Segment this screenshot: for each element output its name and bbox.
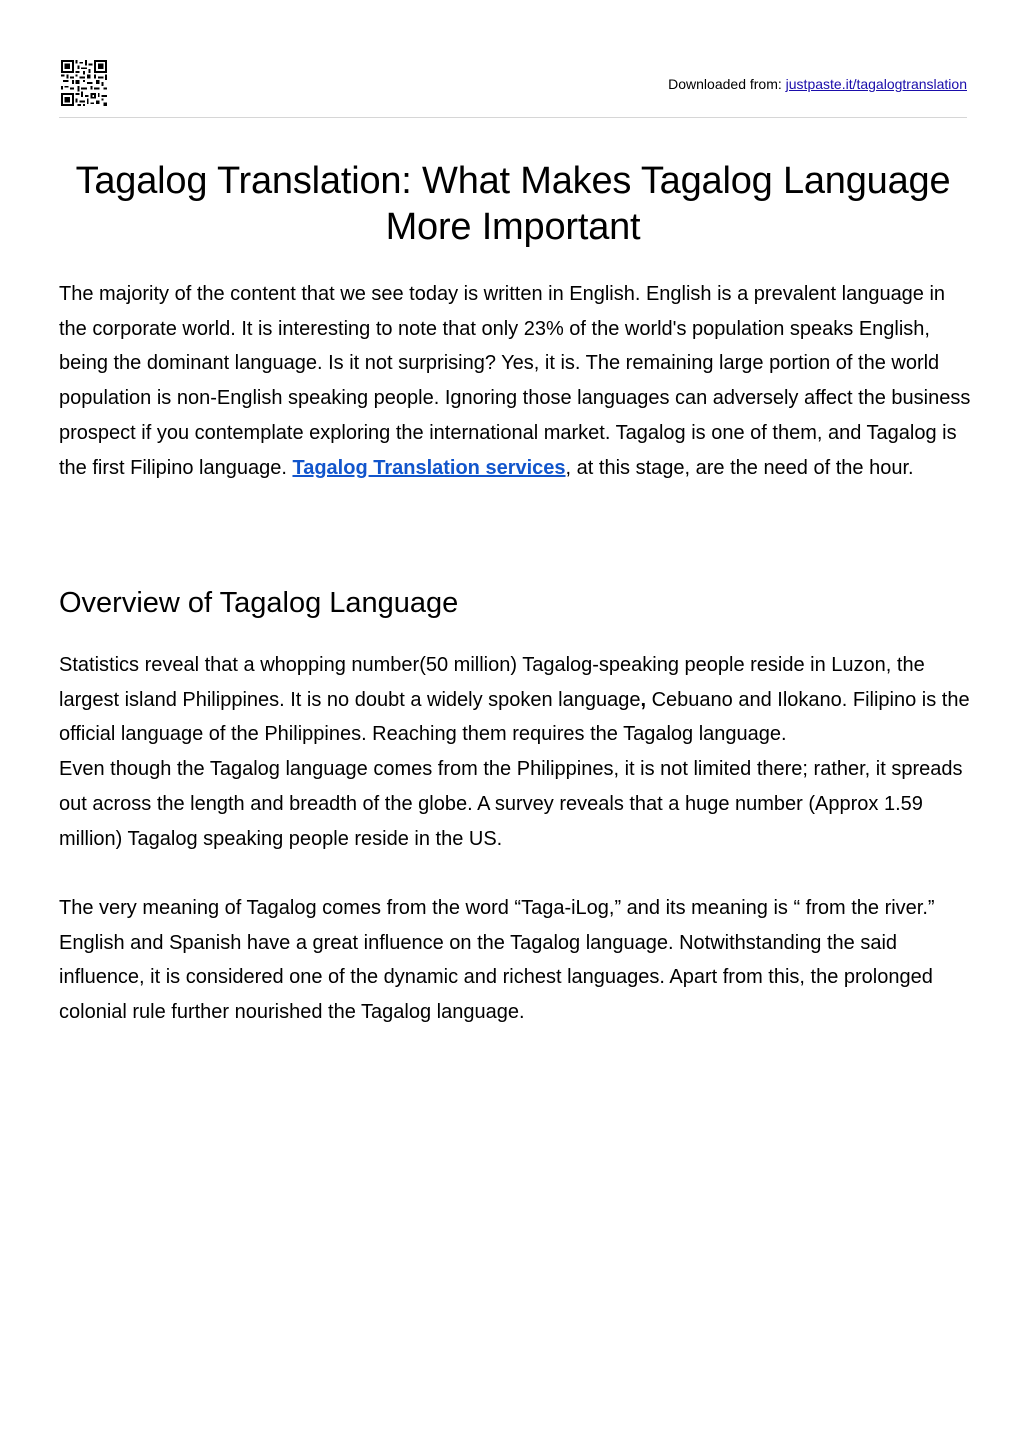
paragraph-spacer — [59, 856, 971, 891]
intro-text-end: , at this stage, are the need of the hour. — [565, 456, 914, 479]
intro-section — [59, 277, 971, 485]
download-source — [668, 75, 967, 93]
intro-paragraph — [59, 277, 971, 485]
overview-paragraph-1-text-a: Statistics reveal that a whopping number(50 million) Tagalog-speaking people reside in Luzon, the largest island Philippines. It is no doubt a widely spoken language — [59, 654, 925, 711]
overview-paragraph-1-comma: , — [640, 688, 647, 711]
downloaded-from-label: Downloaded from: — [668, 76, 786, 92]
document-page — [59, 0, 971, 1024]
page-header — [59, 0, 967, 118]
section-heading: Overview of Tagalog Language — [59, 587, 459, 619]
overview-paragraph-3: The very meaning of Tagalog comes from the word “Taga-iLog,” and its meaning is “ from the river.” English and Spanish have a great influence on the Tagalog language. Notwithstanding the said influence, it is considered one of the dynamic and richest languages. Apart from this, the prolonged colonial rule further nourished the Tagalog language. — [59, 896, 935, 1024]
overview-paragraph-1 — [59, 648, 971, 752]
qr-code-icon — [61, 60, 107, 106]
tagalog-translation-services-link[interactable]: Tagalog Translation services — [292, 456, 566, 479]
intro-text: The majority of the content that we see today is written in English. English is a prevalent language in the corporate world. It is interesting to note that only 23% of the world's population speaks English, being the dominant language. Is it not surprising? Yes, it is. The remaining large portion of the world population is non-English speaking people. Ignoring those languages can adversely affect the business prospect if you contemplate exploring the international market. Tagalog is one of them, and Tagalog is the first Filipino language. — [59, 283, 971, 479]
overview-paragraph-2: Even though the Tagalog language comes from the Philippines, it is not limited there; rather, it spreads out across the length and breadth of the globe. A survey reveals that a huge number (Approx 1.59 million) Tagalog speaking people reside in the US. — [59, 758, 963, 850]
source-link[interactable]: justpaste.it/tagalogtranslation — [785, 76, 967, 92]
page-title: Tagalog Translation: What Makes Tagalog Language More Important — [75, 160, 951, 248]
overview-section — [59, 648, 971, 1030]
overview-paragraph-1-text-b: Cebuano and Ilokano. Filipino is the official language of the Philippines. Reaching them requires the Tagalog language. — [59, 688, 970, 746]
